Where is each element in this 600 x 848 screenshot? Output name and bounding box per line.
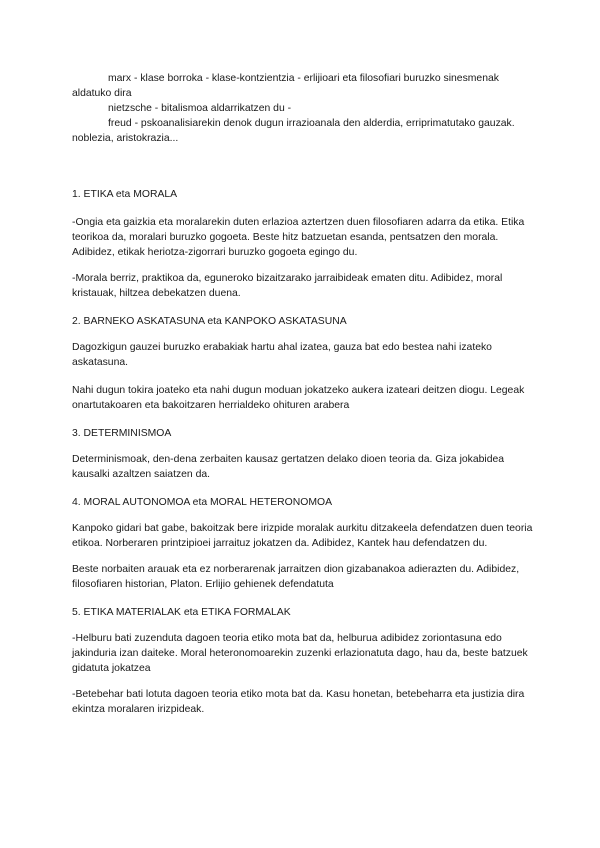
section-heading-3: 3. DETERMINISMOA — [72, 428, 172, 439]
intro-nietzsche: nietzsche - bitalismoa aldarrikatzen du - — [108, 103, 292, 114]
section-4-paragraph-1: Kanpoko gidari bat gabe, bakoitzak bere irizpide moralak aurkitu ditzakeela defendatzen duen teoria etikoa. Norberaren printzipioei jarraituz jokatzen da. Adibidez, Kantek hau defendatzen du. — [72, 523, 533, 549]
section-1-paragraph-2: -Morala berriz, praktikoa da, eguneroko bizaitzarako jarraibideak ematen ditu. Adibidez, moral kristauak, hiltzea debekatzen duena. — [72, 273, 503, 299]
section-2-paragraph-1: Dagozkigun gauzei buruzko erabakiak hartu ahal izatea, gauza bat edo bestea nahi izateko askatasuna. — [72, 342, 492, 368]
section-4-paragraph-2: Beste norbaiten arauak eta ez norberarenak jarraitzen dion gizabanakoa adierazten du. Adibidez, filosofiaren historian, Platon. Erlijio gehienek defendatuta — [72, 564, 520, 590]
section-heading-2: 2. BARNEKO ASKATASUNA eta KANPOKO ASKATASUNA — [72, 316, 347, 327]
section-heading-5: 5. ETIKA MATERIALAK eta ETIKA FORMALAK — [72, 607, 291, 618]
section-heading-4: 4. MORAL AUTONOMOA eta MORAL HETERONOMOA — [72, 497, 333, 508]
section-1-paragraph-1: -Ongia eta gaizkia eta moralarekin duten erlazioa aztertzen duen filosofiaren adarra da etika. Etika teorikoa da, moralari buruzko gogoeta. Beste hitz batzuetan esanda, pentsatzen den morala. Adibidez, etikak heriotza-zigorrari buruzko gogoeta egingo du. — [72, 217, 525, 258]
intro-marx: marx - klase borroka - klase-kontzientzia - erlijioari eta filosofiari buruzko sinesmenak aldatuko dira — [72, 73, 499, 99]
section-heading-1: 1. ETIKA eta MORALA — [72, 189, 178, 200]
intro-freud: freud - pskoanalisiarekin denok dugun irrazioanala den alderdia, erriprimatutako gauzak. noblezia, aristokrazia... — [72, 118, 515, 144]
section-5-paragraph-1: -Helburu bati zuzenduta dagoen teoria etiko mota bat da, helburua adibidez zoriontasuna edo jakinduria izan daiteke. Moral heteronomoarekin zuzenki erlazionatuta dago, hau da, beste batzuek gidatuta jokatzea — [72, 633, 528, 674]
section-2-paragraph-2: Nahi dugun tokira joateko eta nahi dugun moduan jokatzeko aukera izateari deitzen diogu. Legeak onartutakoaren eta bakoitzaren herrialdeko ohituren arabera — [72, 385, 525, 411]
section-5-paragraph-2: -Betebehar bati lotuta dagoen teoria etiko mota bat da. Kasu honetan, betebeharra eta justizia dira ekintza moralaren irizpideak. — [72, 689, 525, 715]
section-3-paragraph-1: Determinismoak, den-dena zerbaiten kausaz gertatzen delako dioen teoria da. Giza jokabidea kausalki azaltzen saiatzen da. — [72, 454, 505, 480]
